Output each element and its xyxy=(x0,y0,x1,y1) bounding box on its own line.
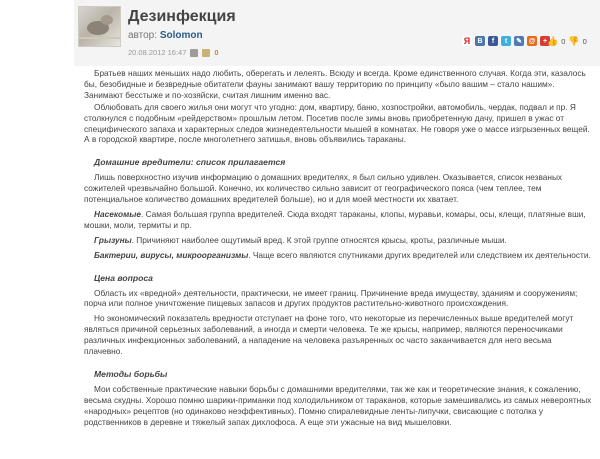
article-thumbnail[interactable] xyxy=(78,6,121,47)
author-line xyxy=(128,30,203,41)
article-meta xyxy=(128,48,219,57)
mailru-icon[interactable]: @ xyxy=(528,37,536,45)
thumbnail-mouse-head xyxy=(101,15,113,25)
thumbs-down-icon[interactable]: 👎 xyxy=(568,36,580,46)
print-icon[interactable] xyxy=(190,49,198,57)
term-text: . Причиняют наиболее ощутимый вред. К этой группе относятся крысы, кроты, различные мыши. xyxy=(131,234,507,245)
comment-icon[interactable] xyxy=(202,49,210,57)
term-text: . Чаще всего являются спутниками других вредителей или следствием их деятельности. xyxy=(248,249,591,260)
article-body xyxy=(84,68,592,428)
votes-down-count: 0 xyxy=(582,37,587,46)
author-name-link[interactable]: Solomon xyxy=(159,30,203,41)
livejournal-icon[interactable]: ✎ xyxy=(514,36,524,46)
term-label: Бактерии, вирусы, микроорганизмы xyxy=(94,249,249,260)
paragraph xyxy=(84,209,592,231)
section-heading: Методы борьбы xyxy=(94,368,168,379)
term-label: Грызуны xyxy=(94,234,132,245)
vkontakte-icon[interactable]: B xyxy=(475,36,485,46)
section-heading: Домашние вредители: список прилагается xyxy=(94,157,286,168)
term-text: . Самая большая группа вредителей. Сюда входят тараканы, клопы, муравьи, комары, осы, клещи, платяные вши, мошки, моли, термиты и пр. xyxy=(84,208,586,230)
section-heading: Цена вопроса xyxy=(94,272,153,283)
paragraph: Мои собственные практические навыки борьбы с домашними вредителями, так же как и теоретические знания, к сожалению, весьма скудны. Хорошо помню шарики-приманки под холодильником от тараканов, которые замешивались из самых невероятных «народных» рецептов (но одинаково неэффективных). Помню спиралевидные ленты-липучки, свисающие с потолка у родственников в деревне и тяжелый запах дихлофоса. А еще эти ужасные на вид мышеловки. xyxy=(84,383,592,427)
yandex-icon[interactable]: Я xyxy=(463,36,471,46)
paragraph: Лишь поверхностно изучив информацию о домашних вредителях, я был сильно удивлен. Оказывается, список незваных сожителей чрезвычайно большой. Конечно, их количество сильно зависит от географического пояса (чем теплее, тем потенциальное количество домашних вредителей больше), но и для моей местности их хватает. xyxy=(84,172,563,205)
votes-up-count: 0 xyxy=(561,37,566,46)
author-label: автор: xyxy=(128,30,158,41)
thumbnail-floor xyxy=(79,37,121,39)
share-bar xyxy=(462,36,550,46)
paragraph xyxy=(84,235,592,246)
paragraph: Облюбовать для своего жилья они могут что угодно: дом, квартиру, баню, хозпостройки, автомобиль, чердак, подвал и пр. Я столкнулся с подобным «рейдерством» прошлым летом. Посетив после зимы вновь приобретенную дачу, пришел в ужас от специфического запаха и характерных следов жизнедеятельности мышей в комнатах. Не говоря уже о массе изгрызенных вещей. А в городской квартире, после многолетнего затишья, вновь объявились тараканы. xyxy=(84,101,590,145)
facebook-icon[interactable]: f xyxy=(488,36,498,46)
twitter-icon[interactable]: t xyxy=(501,36,511,46)
paragraph: Братьев наших меньших надо любить, оберегать и лелеять. Всюду и всегда. Кроме единственного случая. Когда эти, казалось бы, безобидные и безвредные обитатели фауны занимают вашу территорию по принципу «было вашим – стало нашим». Занимают бесстыже и по-хозяйски, считая лишним именно вас. xyxy=(84,68,586,100)
comments-count[interactable]: 0 xyxy=(214,48,219,57)
paragraph: Но экономический показатель вредности отступает на фоне того, что некоторые из перечисленных выше вредителей могут являться причиной серьезных заболеваний, а иногда и смерти человека. Те же крысы, например, являются переносчиками различных инфекционных заболеваний, а нападение на человека разъяренных ос часто заканчивается для него весьма плачевно. xyxy=(84,313,574,357)
article-title[interactable]: Дезинфекция xyxy=(128,8,236,25)
publish-date: 20.08.2012 16:47 xyxy=(128,48,187,57)
paragraph: Область их «вредной» деятельности, практически, не имеет границ. Причинение вреда имуществу, зданиям и сооружениям; порча или полное уничтожение пищевых запасов и других продуктов растительно-животного происхождения. xyxy=(84,287,578,309)
paragraph xyxy=(84,250,592,261)
google-plus-icon[interactable]: + xyxy=(540,36,550,46)
term-label: Насекомые xyxy=(94,208,141,219)
thumbs-up-icon[interactable]: 👍 xyxy=(547,36,559,46)
vote-bar xyxy=(547,36,587,47)
